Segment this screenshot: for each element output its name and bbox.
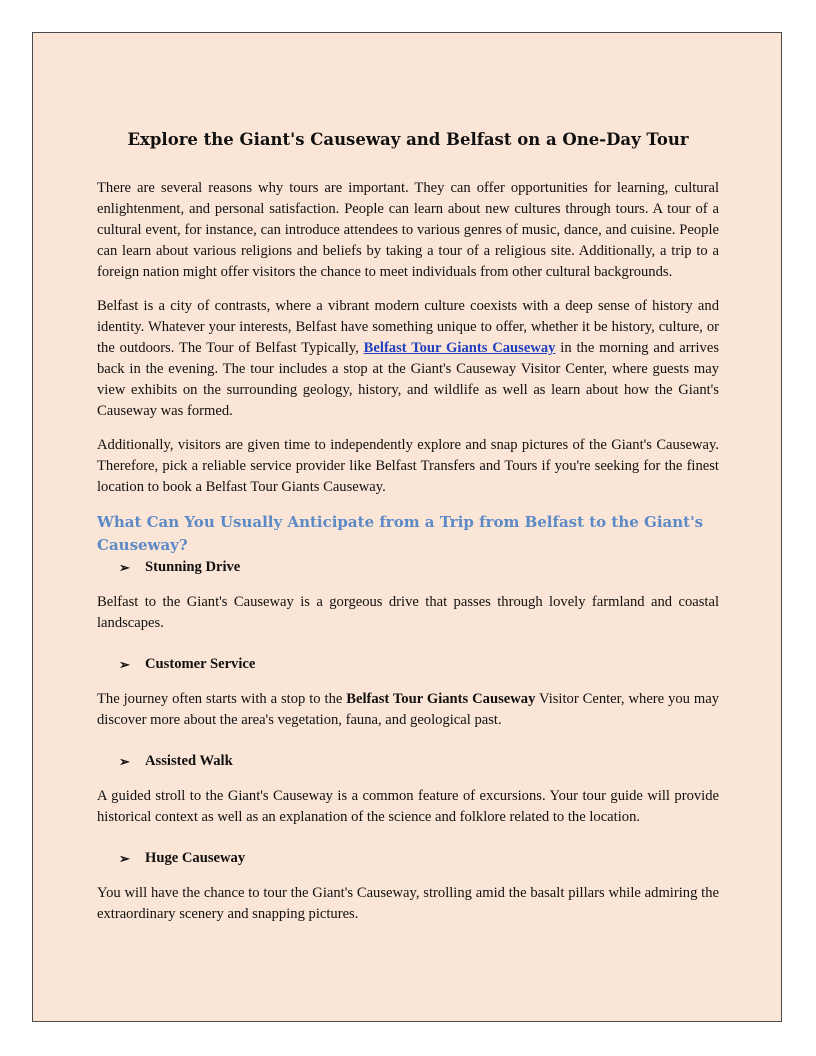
document-title: Explore the Giant's Causeway and Belfast on a One-Day Tour: [127, 130, 689, 149]
intro-paragraph: There are several reasons why tours are important. They can offer opportunities for learning, cultural enlightenment, and personal satisfaction. People can learn about new cultures through tours. A tour of a cultural event, for instance, can introduce attendees to various genres of music, dance, and cuisine. People can learn about various religions and beliefs by taking a tour of a religious site. Additionally, a trip to a foreign nation might offer visitors the chance to meet individuals from other cultural backgrounds.: [97, 180, 719, 280]
assisted-walk-text: A guided stroll to the Giant's Causeway is a common feature of excursions. Your tour guide will provide historical context as well as an explanation of the science and folklore related to the location.: [97, 788, 719, 825]
bullet-stunning-drive: [119, 557, 719, 578]
document-content: [97, 129, 719, 938]
customer-service-bold-text: Belfast Tour Giants Causeway: [346, 691, 536, 707]
arrow-bullet-icon: ➢: [119, 560, 130, 575]
bullet-customer-service: [119, 654, 719, 675]
section-heading: What Can You Usually Anticipate from a Trip from Belfast to the Giant's Causeway?: [97, 513, 704, 554]
belfast-paragraph: [97, 296, 719, 422]
bullet-heading: Huge Causeway: [145, 850, 246, 866]
document-page: [32, 32, 782, 1022]
belfast-paragraph-text-start: Belfast is a city of contrasts, where a vibrant modern culture coexists with a deep sense of history and identity. Whatever your interests, Belfast have something unique to offer, whether it be history, culture, or the outdoors. The Tour of Belfast Typically,: [97, 298, 719, 356]
arrow-bullet-icon: ➢: [119, 657, 130, 672]
bullet-assisted-walk: [119, 751, 719, 772]
stunning-drive-text: Belfast to the Giant's Causeway is a gorgeous drive that passes through lovely farmland and coastal landscapes.: [97, 594, 719, 631]
customer-service-text-start: The journey often starts with a stop to the: [97, 691, 347, 707]
bullet-heading: Assisted Walk: [145, 753, 233, 769]
customer-service-text-end: Visitor Center, where you may discover more about the area's vegetation, fauna, and geological past.: [97, 691, 720, 728]
huge-causeway-text: You will have the chance to tour the Giant's Causeway, strolling amid the basalt pillars while admiring the extraordinary scenery and snapping pictures.: [97, 885, 719, 922]
belfast-paragraph-text-end: in the morning and arrives back in the evening. The tour includes a stop at the Giant's Causeway Visitor Center, where guests may view exhibits on the surrounding geology, history, and wildlife as well as learn about how the Giant's Causeway was formed.: [97, 340, 719, 419]
bullet-heading: Stunning Drive: [145, 559, 241, 575]
belfast-tour-link[interactable]: Belfast Tour Giants Causeway: [363, 340, 556, 356]
customer-service-text: [97, 689, 719, 731]
bullet-heading: Customer Service: [145, 656, 256, 672]
arrow-bullet-icon: ➢: [119, 754, 130, 769]
bullet-huge-causeway: [119, 848, 719, 869]
arrow-bullet-icon: ➢: [119, 851, 130, 866]
visitors-paragraph: Additionally, visitors are given time to independently explore and snap pictures of the Giant's Causeway. Therefore, pick a reliable service provider like Belfast Transfers and Tours if you're seeking for the finest location to book a Belfast Tour Giants Causeway.: [97, 437, 719, 495]
